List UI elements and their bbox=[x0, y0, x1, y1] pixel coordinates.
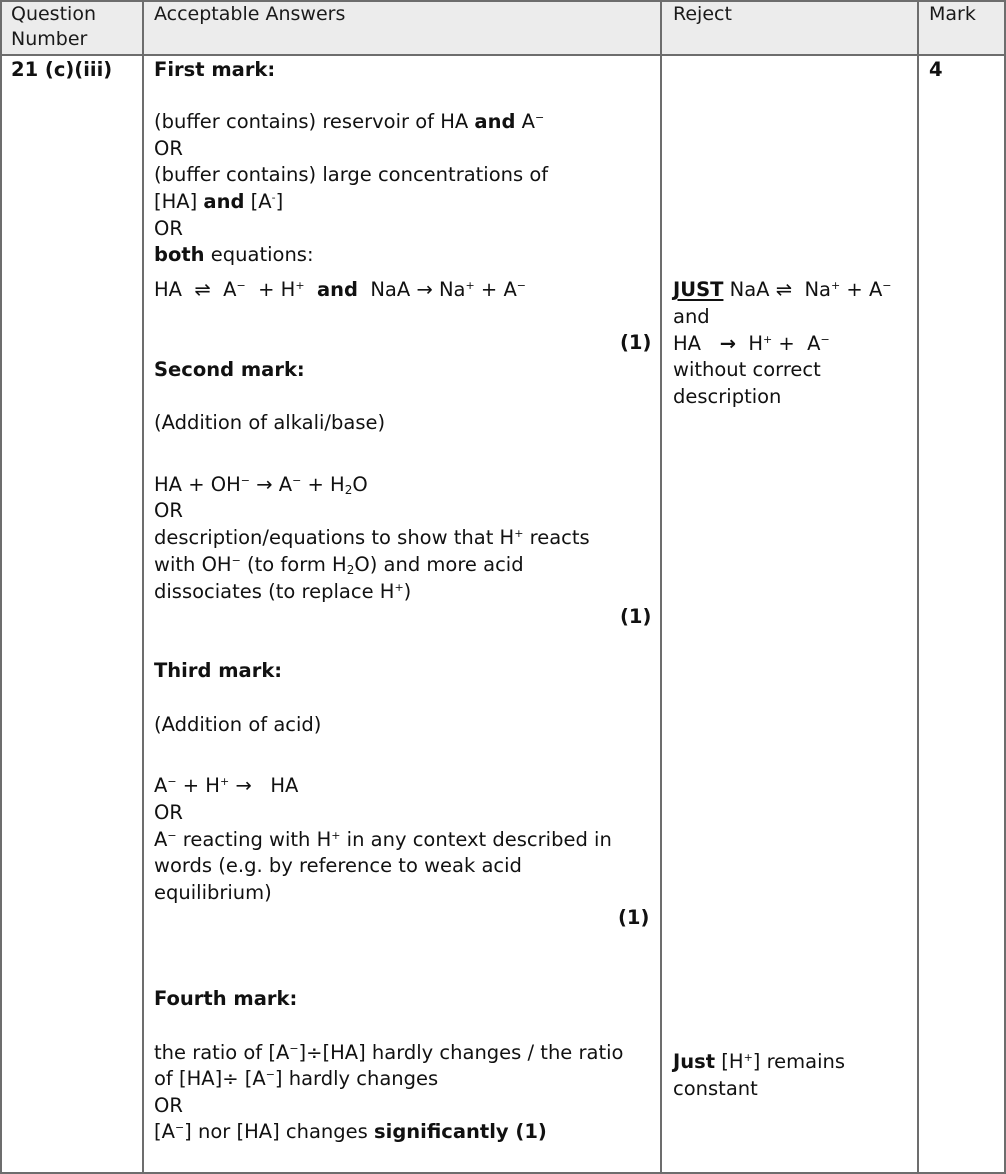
second-mark-equation: HA + $OH^- \to A^- + H_2O$ bbox=[154, 473, 368, 497]
fourth-mark-line: the ratio of [A−]÷[HA] hardly changes / the ratio bbox=[154, 1041, 624, 1064]
second-mark-line: dissociates (to replace H+) bbox=[154, 580, 412, 603]
first-mark-or: OR bbox=[154, 137, 183, 160]
first-mark-score: (1) bbox=[620, 331, 652, 354]
first-mark-or: OR bbox=[154, 217, 183, 240]
reject-line: Just [H+] remains bbox=[673, 1050, 846, 1073]
reject-line: HA → H+ + A− bbox=[673, 332, 830, 355]
first-mark-line: both equations: bbox=[154, 243, 314, 266]
reject-line: constant bbox=[673, 1077, 758, 1100]
header-divider bbox=[0, 54, 1006, 56]
first-mark-line: (buffer contains) reservoir of HA and A− bbox=[154, 110, 545, 133]
question-number: 21 (c)(iii) bbox=[11, 58, 113, 81]
third-mark-score: (1) bbox=[618, 906, 650, 929]
third-mark-line: A− reacting with H+ in any context described in bbox=[154, 828, 612, 851]
column-divider bbox=[917, 0, 919, 1174]
column-divider bbox=[142, 0, 144, 1174]
second-mark-or: OR bbox=[154, 499, 183, 522]
first-mark-line: [HA] and [A-] bbox=[154, 190, 284, 213]
total-mark: 4 bbox=[929, 58, 943, 81]
second-mark-title: Second mark: bbox=[154, 358, 305, 381]
column-divider bbox=[0, 0, 2, 1174]
fourth-mark-or: OR bbox=[154, 1094, 183, 1117]
reject-line: description bbox=[673, 385, 782, 408]
header-reject: Reject bbox=[673, 3, 732, 25]
header-question-number: Question Number bbox=[11, 3, 96, 50]
third-mark-title: Third mark: bbox=[154, 659, 283, 682]
third-mark-line: words (e.g. by reference to weak acid bbox=[154, 854, 522, 877]
first-mark-equation: HA ⇌ A− + H+ and NaA → Na+ + A− bbox=[154, 278, 526, 301]
reject-line: and bbox=[673, 305, 710, 328]
header-mark: Mark bbox=[929, 3, 976, 25]
second-mark-line: description/equations to show that H+ reacts bbox=[154, 526, 590, 549]
first-mark-title: First mark: bbox=[154, 58, 276, 81]
fourth-mark-line: of [HA]÷ [A−] hardly changes bbox=[154, 1067, 439, 1090]
third-mark-line: equilibrium) bbox=[154, 881, 272, 904]
table-header bbox=[0, 0, 1006, 55]
reject-line: without correct bbox=[673, 358, 821, 381]
reject-line: JUST NaA ⇌ Na+ + A− bbox=[673, 278, 892, 301]
third-mark-or: OR bbox=[154, 801, 183, 824]
third-mark-equation: A− + H+ → HA bbox=[154, 774, 299, 797]
column-divider bbox=[660, 0, 662, 1174]
second-mark-line: with OH− (to form $H_2O$) and more acid bbox=[154, 553, 524, 577]
fourth-mark-line: [A−] nor [HA] changes significantly (1) bbox=[154, 1120, 547, 1143]
third-mark-context: (Addition of acid) bbox=[154, 713, 322, 736]
table-border bbox=[0, 0, 1006, 2]
second-mark-context: (Addition of alkali/base) bbox=[154, 411, 386, 434]
first-mark-line: (buffer contains) large concentrations of bbox=[154, 163, 549, 186]
fourth-mark-title: Fourth mark: bbox=[154, 987, 298, 1010]
header-acceptable-answers: Acceptable Answers bbox=[154, 3, 346, 25]
second-mark-score: (1) bbox=[620, 605, 652, 628]
